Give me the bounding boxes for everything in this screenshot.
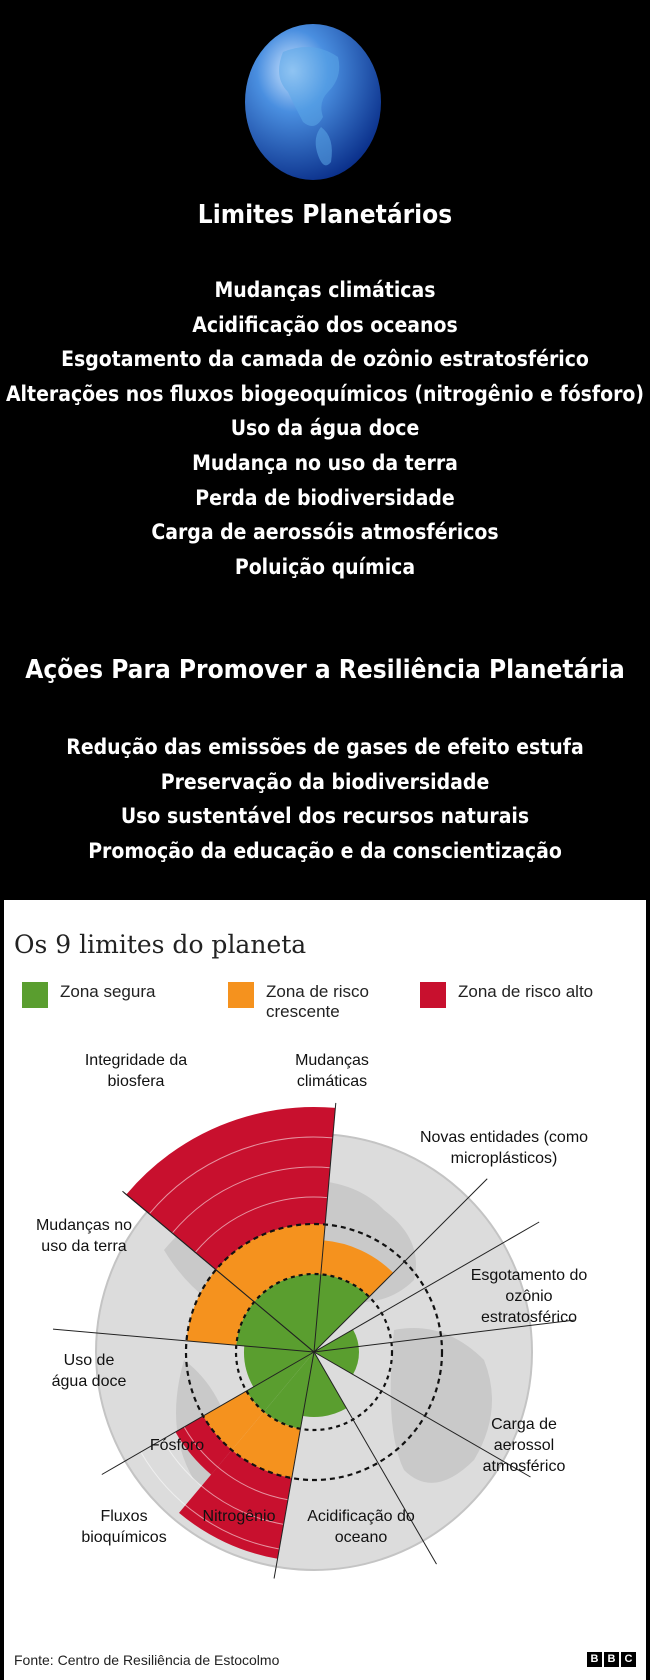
- label-biosfera: Integridade da biosfera: [84, 1052, 188, 1090]
- logo-letter: C: [621, 1652, 636, 1667]
- globe-icon: [243, 22, 383, 182]
- limits-title: Limites Planetários: [197, 200, 453, 230]
- list-item: Carga de aerossóis atmosféricos: [151, 520, 499, 545]
- label-novas: Novas entidades (como microplásticos): [419, 1129, 589, 1167]
- label-clima: Mudanças climáticas: [295, 1052, 369, 1090]
- source-note: Fonte: Centro de Resiliência de Estocolmo: [14, 1652, 280, 1668]
- legend-label: Zona de risco alto: [458, 982, 594, 1001]
- list-item: Preservação da biodiversidade: [160, 769, 490, 794]
- logo-letter: B: [604, 1652, 619, 1667]
- label-nitrogenio: Nitrogênio: [202, 1508, 276, 1525]
- list-item: Perda de biodiversidade: [195, 485, 455, 510]
- list-item: Uso da água doce: [230, 416, 420, 441]
- bbc-logo: [587, 1652, 636, 1667]
- list-item: Uso sustentável dos recursos naturais: [120, 804, 530, 829]
- label-acidificacao: Acidificação do oceano: [307, 1508, 415, 1546]
- list-item: Alterações nos fluxos biogeoquímicos (nitrogênio e fósforo): [5, 381, 645, 406]
- list-item: Acidificação dos oceanos: [192, 312, 458, 337]
- legend-label: Zona segura: [60, 982, 156, 1001]
- logo-letter: B: [587, 1652, 602, 1667]
- list-item: Mudanças climáticas: [214, 278, 436, 302]
- label-fosforo: Fósforo: [149, 1437, 205, 1454]
- chart-title: Os 9 limites do planeta: [14, 930, 307, 959]
- list-item: Redução das emissões de gases de efeito estufa: [66, 735, 584, 759]
- label-aerossol: Carga de aerossol atmosférico: [482, 1416, 566, 1475]
- label-agua: Uso de água doce: [51, 1352, 127, 1390]
- list-item: Promoção da educação e da conscientização: [88, 838, 562, 863]
- legend-safe: [22, 982, 155, 1008]
- legend-swatch-increasing: [228, 982, 254, 1008]
- list-item: Mudança no uso da terra: [192, 450, 458, 475]
- limits-list: [0, 273, 650, 584]
- legend-swatch-high: [420, 982, 446, 1008]
- legend-increasing: [228, 982, 378, 1022]
- legend-high: [420, 982, 593, 1008]
- label-fluxos: Fluxos bioquímicos: [81, 1508, 167, 1546]
- boundaries-card: [4, 900, 646, 1680]
- legend-swatch-safe: [22, 982, 48, 1008]
- label-ozonio: Esgotamento do ozônio estratosférico: [470, 1267, 588, 1326]
- actions-title: Ações Para Promover a Resiliência Planetária: [25, 655, 625, 685]
- label-terra: Mudanças no uso da terra: [35, 1217, 133, 1255]
- actions-list: [0, 730, 650, 868]
- list-item: Esgotamento da camada de ozônio estratosférico: [61, 347, 589, 372]
- list-item: Poluição química: [234, 554, 416, 579]
- legend-label: Zona de risco crescente: [266, 982, 369, 1021]
